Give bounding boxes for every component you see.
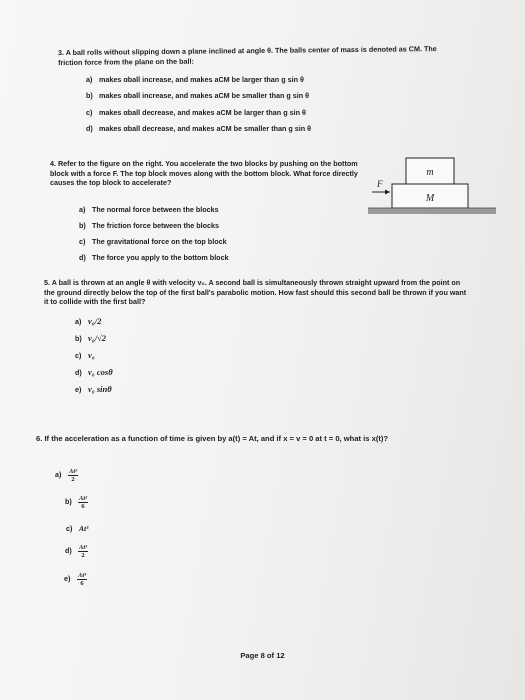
q6-option-a[interactable]: a) $\frac{\text{At²}}{2}$	[55, 468, 78, 483]
q6-option-b[interactable]: b) $\frac{\text{At²}}{6}$	[65, 495, 88, 510]
q5-option-e[interactable]: e) v₀ sinθ	[75, 384, 112, 394]
top-block-label: m	[426, 167, 434, 178]
q5-option-a[interactable]: a) v₀/2	[75, 316, 102, 326]
q6-stem: 6. If the acceleration as a function of time is given by a(t) = At, and if x = v = 0 at t = 0, what is x(t)?	[36, 434, 389, 443]
blocks-figure	[368, 156, 498, 218]
q4-option-d[interactable]: d) The force you apply to the bottom block	[79, 253, 229, 262]
page-number: Page 8 of 12	[240, 651, 285, 660]
q6-option-d[interactable]: d) $\frac{\text{At³}}{2}$	[65, 544, 88, 559]
force-arrowhead	[385, 190, 390, 195]
q4-stem: 4. Refer to the figure on the right. You accelerate the two blocks by pushing on the bottom block with a force F. The top block moves along with the bottom block. What force directly causes the top block to accelerate?	[50, 159, 358, 187]
q3-option-b[interactable]: b) makes αball increase, and makes aCM be smaller than g sin θ	[86, 91, 310, 100]
q3-option-d[interactable]: d) makes αball decrease, and makes aCM be smaller than g sin θ	[86, 124, 312, 133]
q3-option-a[interactable]: a) makes αball increase, and makes aCM be larger than g sin θ	[86, 75, 304, 84]
force-label: F	[377, 179, 383, 189]
q4-option-b[interactable]: b) The friction force between the blocks	[79, 221, 220, 230]
q6-e-fraction: $\frac{\text{At³}}{6}$	[78, 572, 87, 587]
q6-a-fraction: $\frac{\text{At²}}{2}$	[69, 468, 78, 483]
q5-option-d[interactable]: d) v₀ cosθ	[75, 367, 113, 377]
q6-d-fraction: $\frac{\text{At³}}{2}$	[79, 544, 88, 559]
q3-option-c[interactable]: c) makes αball decrease, and makes aCM be larger than g sin θ	[86, 108, 306, 117]
bottom-block-label: M	[425, 193, 435, 204]
q6-option-c[interactable]: c) At³	[66, 524, 89, 533]
q4-option-a[interactable]: a) The normal force between the blocks	[79, 205, 219, 214]
q6-option-e[interactable]: e) $\frac{\text{At³}}{6}$	[64, 572, 87, 587]
q4-option-c[interactable]: c) The gravitational force on the top block	[79, 237, 227, 246]
q6-b-fraction: $\frac{\text{At²}}{6}$	[79, 495, 88, 510]
q3-stem: 3. A ball rolls without slipping down a plane inclined at angle θ. The balls center of mass is denoted as CM. The friction force from the plane on the ball:	[57, 44, 437, 67]
q5-option-b[interactable]: b) v₀/√2	[75, 333, 107, 343]
q5-option-c[interactable]: c) v₀	[75, 350, 95, 360]
q5-stem: 5. A ball is thrown at an angle θ with velocity v₀. A second ball is simultaneously thrown straight upward from the point on the ground directly below the top of the first ball's parabolic motion. How fast should this second ball be thrown if you want it to collide with the first ball?	[44, 278, 467, 306]
ground	[368, 208, 496, 214]
